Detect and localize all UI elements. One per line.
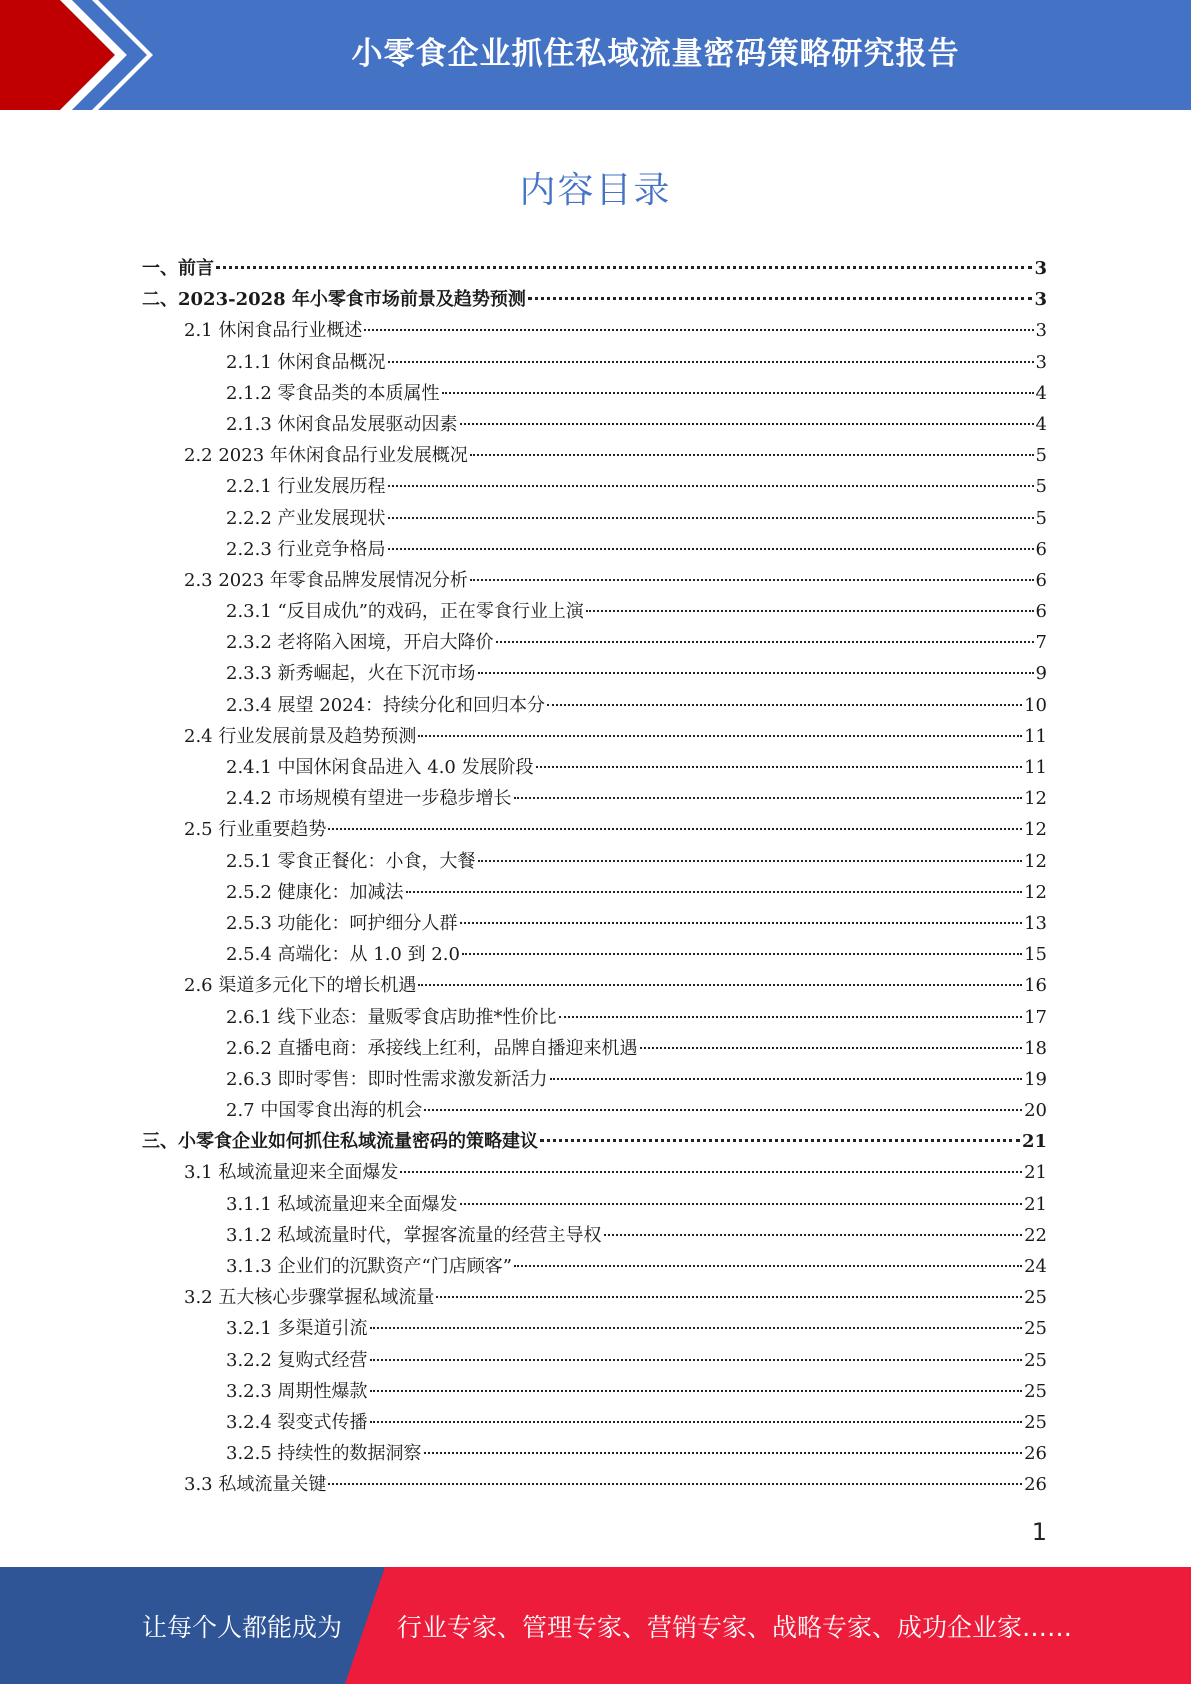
dot-leader bbox=[528, 297, 1033, 300]
dot-leader bbox=[470, 454, 1034, 456]
toc-entry[interactable] bbox=[142, 1439, 1047, 1470]
dot-leader bbox=[400, 1171, 1022, 1173]
toc-entry-page: 21 bbox=[1024, 1162, 1047, 1184]
toc-entry-title: 2.5 行业重要趋势 bbox=[184, 819, 327, 841]
dot-leader bbox=[424, 1109, 1022, 1111]
toc-entry-title: 3.1.3 企业们的沉默资产“门店顾客” bbox=[226, 1256, 512, 1277]
toc-entry[interactable] bbox=[142, 316, 1047, 347]
toc-entry[interactable] bbox=[142, 1127, 1047, 1158]
toc-entry-page: 20 bbox=[1024, 1100, 1047, 1122]
toc-entry-page: 6 bbox=[1035, 601, 1047, 623]
toc-entry[interactable] bbox=[142, 878, 1047, 909]
toc-entry[interactable] bbox=[142, 815, 1047, 846]
dot-leader bbox=[559, 1016, 1023, 1018]
toc-entry[interactable] bbox=[142, 1314, 1047, 1345]
toc-entry[interactable] bbox=[142, 410, 1047, 441]
toc-entry-page: 25 bbox=[1024, 1349, 1047, 1371]
toc-entry[interactable] bbox=[142, 909, 1047, 940]
toc-entry[interactable] bbox=[142, 722, 1047, 753]
dot-leader bbox=[478, 860, 1023, 862]
toc-entry-page: 21 bbox=[1024, 1193, 1047, 1215]
toc-entry-title: 3.2.3 周期性爆款 bbox=[226, 1380, 368, 1402]
toc-entry-title: 2.4.1 中国休闲食品进入 4.0 发展阶段 bbox=[226, 757, 534, 778]
toc-entry[interactable] bbox=[142, 1346, 1047, 1377]
toc-entry-title: 2.5.3 功能化：呵护细分人群 bbox=[226, 912, 458, 934]
toc-entry-page: 11 bbox=[1024, 757, 1047, 778]
toc-entry-page: 12 bbox=[1024, 881, 1047, 903]
dot-leader bbox=[328, 1483, 1022, 1485]
toc-entry-page: 5 bbox=[1035, 445, 1047, 467]
toc-entry[interactable] bbox=[142, 504, 1047, 535]
toc-entry-title: 2.5.4 高端化：从 1.0 到 2.0 bbox=[226, 944, 460, 966]
toc-entry-page: 22 bbox=[1024, 1224, 1047, 1246]
toc-entry[interactable] bbox=[142, 1003, 1047, 1034]
toc-entry-page: 25 bbox=[1024, 1411, 1047, 1433]
dot-leader bbox=[514, 1265, 1022, 1267]
toc-entry[interactable] bbox=[142, 1252, 1047, 1283]
toc-entry-title: 2.6.2 直播电商：承接线上红利，品牌自播迎来机遇 bbox=[226, 1037, 638, 1059]
toc-entry[interactable] bbox=[142, 1221, 1047, 1252]
toc-entry-title: 2.4 行业发展前景及趋势预测 bbox=[184, 725, 417, 747]
toc-entry-title: 2.1.3 休闲食品发展驱动因素 bbox=[226, 413, 458, 435]
dot-leader bbox=[370, 1327, 1023, 1329]
dot-leader bbox=[442, 392, 1034, 394]
header-banner bbox=[0, 0, 1191, 110]
toc-entry-title: 2.7 中国零食出海的机会 bbox=[226, 1100, 423, 1122]
dot-leader bbox=[370, 1421, 1023, 1423]
dot-leader bbox=[550, 1078, 1023, 1080]
toc-entry[interactable] bbox=[142, 847, 1047, 878]
toc-entry[interactable] bbox=[142, 971, 1047, 1002]
toc-entry-title: 2.2 2023 年休闲食品行业发展概况 bbox=[184, 445, 468, 467]
dot-leader bbox=[436, 1296, 1022, 1298]
toc-entry-title: 2.3.2 老将陷入困境，开启大降价 bbox=[226, 632, 494, 654]
toc-entry-title: 2.2.1 行业发展历程 bbox=[226, 476, 386, 498]
toc-entry-page: 16 bbox=[1024, 975, 1047, 997]
dot-leader bbox=[364, 329, 1033, 331]
dot-leader bbox=[460, 423, 1034, 425]
toc-entry-title: 2.5.1 零食正餐化：小食，大餐 bbox=[226, 850, 476, 872]
toc-heading: 内容目录 bbox=[519, 170, 672, 211]
footer-banner bbox=[0, 1567, 1191, 1684]
toc-entry-title: 2.2.3 行业竞争格局 bbox=[226, 538, 386, 560]
toc-entry-page: 3 bbox=[1035, 320, 1047, 342]
toc-entry-page: 17 bbox=[1024, 1006, 1047, 1028]
toc-entry-title: 3.2.5 持续性的数据洞察 bbox=[226, 1443, 422, 1465]
toc-entry-title: 3.1.1 私域流量迎来全面爆发 bbox=[226, 1193, 458, 1215]
dot-leader bbox=[418, 984, 1022, 986]
toc-entry-page: 4 bbox=[1035, 382, 1047, 404]
toc-entry-title: 2.6 渠道多元化下的增长机遇 bbox=[184, 975, 417, 997]
toc-entry-title: 二、2023-2028 年小零食市场前景及趋势预测 bbox=[142, 289, 526, 311]
toc-entry[interactable] bbox=[142, 472, 1047, 503]
toc-entry[interactable] bbox=[142, 1096, 1047, 1127]
toc-entry[interactable] bbox=[142, 784, 1047, 815]
toc-entry-page: 10 bbox=[1024, 694, 1047, 716]
toc-entry-title: 2.3.1 “反目成仇”的戏码，正在零食行业上演 bbox=[226, 601, 584, 623]
footer-slogan-right: 行业专家、管理专家、营销专家、战略专家、成功企业家…… bbox=[397, 1612, 1073, 1642]
toc-entry-title: 2.6.1 线下业态：量贩零食店助推*性价比 bbox=[226, 1006, 557, 1028]
dot-leader bbox=[460, 1203, 1023, 1205]
dot-leader bbox=[418, 735, 1022, 737]
toc-entry[interactable] bbox=[142, 1034, 1047, 1065]
toc-entry[interactable] bbox=[142, 1190, 1047, 1221]
toc-entry-title: 3.2.4 裂变式传播 bbox=[226, 1411, 368, 1433]
toc-entry-title: 3.2.2 复购式经营 bbox=[226, 1349, 368, 1371]
toc-entry[interactable] bbox=[142, 691, 1047, 722]
report-title: 小零食企业抓住私域流量密码策略研究报告 bbox=[351, 35, 960, 72]
toc-entry-page: 12 bbox=[1024, 850, 1047, 872]
toc-entry-title: 一、前言 bbox=[142, 258, 214, 279]
toc-entry-title: 2.2.2 产业发展现状 bbox=[226, 507, 386, 529]
toc-entry[interactable] bbox=[142, 1408, 1047, 1439]
toc-entry[interactable] bbox=[142, 1065, 1047, 1096]
toc-entry-title: 3.1 私域流量迎来全面爆发 bbox=[184, 1162, 399, 1184]
dot-leader bbox=[586, 610, 1034, 612]
toc-entry-page: 3 bbox=[1035, 351, 1047, 373]
toc-entry-page: 12 bbox=[1024, 819, 1047, 841]
dot-leader bbox=[388, 485, 1034, 487]
toc-entry-page: 3 bbox=[1034, 258, 1047, 279]
toc-entry-title: 2.1.2 零食品类的本质属性 bbox=[226, 382, 440, 404]
toc-entry[interactable] bbox=[142, 566, 1047, 597]
toc-entry[interactable] bbox=[142, 659, 1047, 690]
toc-entry[interactable] bbox=[142, 753, 1047, 784]
toc-entry-page: 25 bbox=[1024, 1318, 1047, 1340]
toc-entry[interactable] bbox=[142, 940, 1047, 971]
toc-entry-page: 24 bbox=[1024, 1256, 1047, 1277]
toc-entry-title: 3.2 五大核心步骤掌握私域流量 bbox=[184, 1287, 435, 1309]
toc-entry[interactable] bbox=[142, 597, 1047, 628]
toc-entry-page: 21 bbox=[1021, 1131, 1047, 1153]
dot-leader bbox=[370, 1390, 1023, 1392]
toc-entry[interactable] bbox=[142, 628, 1047, 659]
toc-entry[interactable] bbox=[142, 254, 1047, 285]
toc-entry-title: 2.3 2023 年零食品牌发展情况分析 bbox=[184, 569, 468, 591]
toc-entry-page: 25 bbox=[1024, 1287, 1047, 1309]
dot-leader bbox=[406, 891, 1023, 893]
toc-entry-title: 2.1.1 休闲食品概况 bbox=[226, 351, 386, 373]
toc-entry-page: 12 bbox=[1024, 788, 1047, 810]
toc-entry-page: 6 bbox=[1035, 569, 1047, 591]
dot-leader bbox=[604, 1234, 1023, 1236]
dot-leader bbox=[496, 641, 1034, 643]
toc-entry-title: 2.3.4 展望 2024：持续分化和回归本分 bbox=[226, 694, 546, 716]
dot-leader bbox=[424, 1452, 1023, 1454]
toc-entry-page: 9 bbox=[1035, 663, 1047, 685]
dot-leader bbox=[388, 361, 1034, 363]
dot-leader bbox=[388, 517, 1034, 519]
toc-entry-page: 5 bbox=[1035, 476, 1047, 498]
toc-entry[interactable] bbox=[142, 441, 1047, 472]
toc-entry-page: 6 bbox=[1035, 538, 1047, 560]
toc-entry-title: 2.6.3 即时零售：即时性需求激发新活力 bbox=[226, 1068, 548, 1090]
toc-entry-page: 26 bbox=[1024, 1474, 1047, 1496]
toc-entry[interactable] bbox=[142, 1158, 1047, 1189]
toc-entry-title: 3.1.2 私域流量时代，掌握客流量的经营主导权 bbox=[226, 1224, 602, 1246]
toc-entry[interactable] bbox=[142, 348, 1047, 379]
dot-leader bbox=[540, 1139, 1020, 1142]
toc-entry-page: 7 bbox=[1035, 632, 1047, 654]
dot-leader bbox=[216, 266, 1032, 269]
toc-entry[interactable] bbox=[142, 285, 1047, 316]
toc-entry-page: 5 bbox=[1035, 507, 1047, 529]
toc-entry-title: 2.3.3 新秀崛起，火在下沉市场 bbox=[226, 663, 476, 685]
toc-entry-title: 2.5.2 健康化：加减法 bbox=[226, 881, 404, 903]
dot-leader bbox=[460, 922, 1023, 924]
footer-slogan-left: 让每个人都能成为 bbox=[142, 1612, 343, 1642]
toc-entry-title: 3.2.1 多渠道引流 bbox=[226, 1318, 368, 1340]
toc-entry-page: 4 bbox=[1035, 413, 1047, 435]
dot-leader bbox=[514, 797, 1023, 799]
toc-entry-page: 15 bbox=[1024, 944, 1047, 966]
toc-entry[interactable] bbox=[142, 1377, 1047, 1408]
dot-leader bbox=[547, 704, 1022, 706]
toc-entry-title: 3.3 私域流量关键 bbox=[184, 1474, 327, 1496]
toc-entry-page: 11 bbox=[1024, 725, 1047, 747]
toc-entry-page: 18 bbox=[1024, 1037, 1047, 1059]
dot-leader bbox=[536, 766, 1023, 768]
toc-entry-page: 13 bbox=[1024, 912, 1047, 934]
dot-leader bbox=[478, 672, 1034, 674]
toc-entry[interactable] bbox=[142, 1470, 1047, 1501]
toc-entry-page: 3 bbox=[1034, 289, 1047, 311]
toc-entry[interactable] bbox=[142, 1283, 1047, 1314]
toc-entry-title: 2.4.2 市场规模有望进一步稳步增长 bbox=[226, 788, 512, 810]
dot-leader bbox=[462, 953, 1022, 955]
toc-entry-title: 三、小零食企业如何抓住私域流量密码的策略建议 bbox=[142, 1131, 538, 1153]
dot-leader bbox=[370, 1359, 1023, 1361]
dot-leader bbox=[388, 548, 1034, 550]
page-number: 1 bbox=[1031, 1518, 1047, 1546]
toc-entry-page: 25 bbox=[1024, 1380, 1047, 1402]
dot-leader bbox=[640, 1047, 1023, 1049]
dot-leader bbox=[328, 828, 1022, 830]
dot-leader bbox=[470, 579, 1034, 581]
toc-entry-page: 19 bbox=[1024, 1068, 1047, 1090]
toc-entry-page: 26 bbox=[1024, 1443, 1047, 1465]
toc-entry-title: 2.1 休闲食品行业概述 bbox=[184, 320, 363, 342]
table-of-contents bbox=[142, 254, 1047, 1502]
toc-entry[interactable] bbox=[142, 379, 1047, 410]
header-arrow-decoration bbox=[0, 0, 160, 110]
toc-entry[interactable] bbox=[142, 535, 1047, 566]
